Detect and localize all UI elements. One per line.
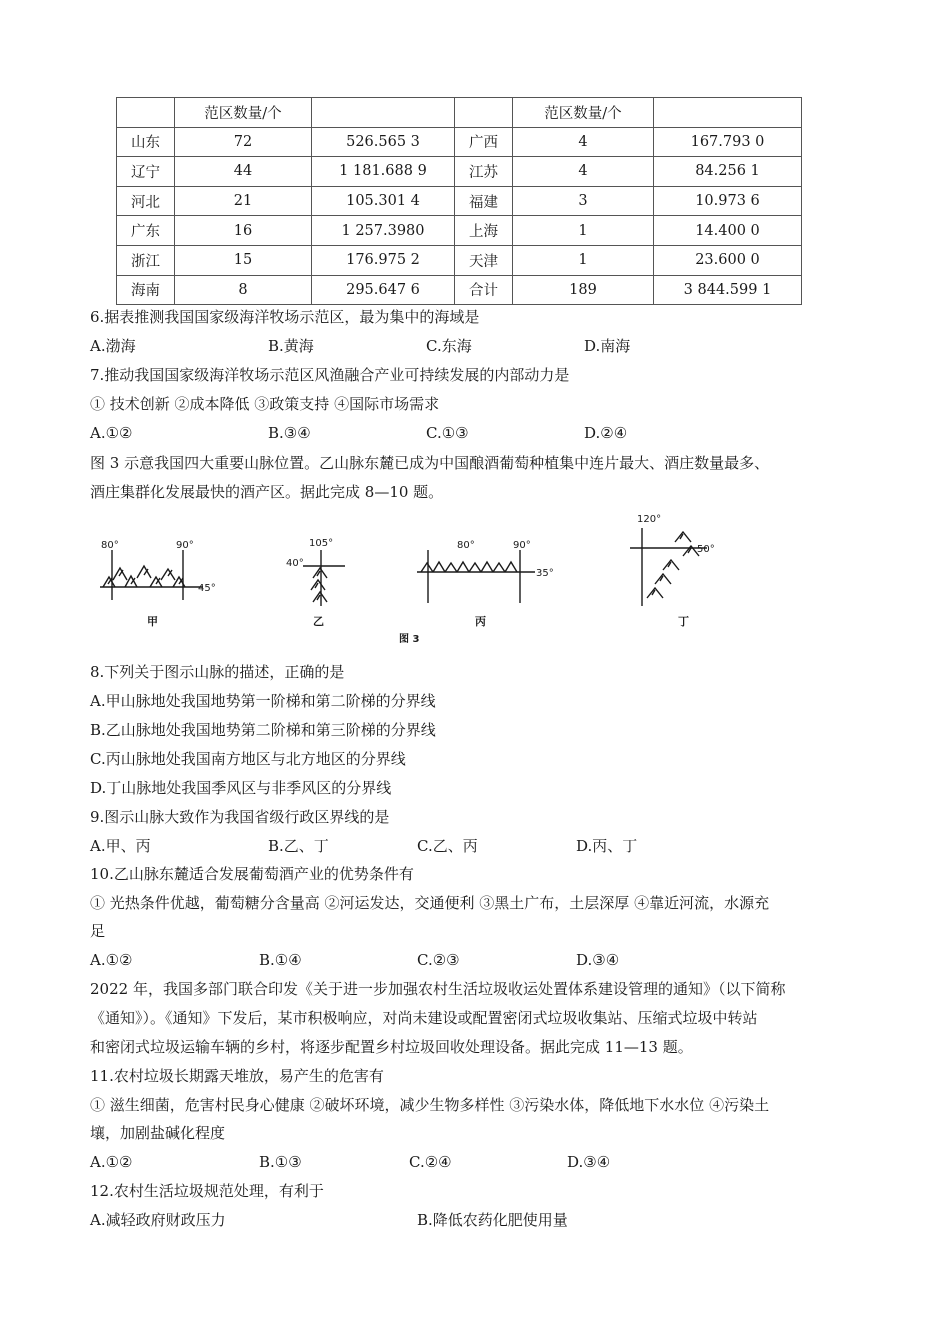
table-cell: 海南 — [117, 275, 175, 305]
table-cell: 1 — [513, 245, 654, 275]
table-cell: 福建 — [455, 186, 513, 216]
label-ding-lon: 120° — [637, 514, 662, 525]
question-11-items-line-2: 壤，加剧盐碱化程度 — [90, 1124, 226, 1142]
question-7-items: ① 技术创新 ②成本降低 ③政策支持 ④国际市场需求 — [90, 395, 440, 413]
label-panel-ding: 丁 — [678, 615, 689, 628]
table-cell: 15 — [175, 245, 312, 275]
question-12-option-a[interactable]: A.减轻政府财政压力 — [90, 1211, 226, 1229]
table-cell: 广西 — [455, 127, 513, 157]
table-header-cell: 范区数量/个 — [175, 98, 312, 128]
question-9-option-b[interactable]: B.乙、丁 — [268, 837, 329, 855]
table-cell: 1 181.688 9 — [312, 157, 455, 187]
table-cell: 辽宁 — [117, 157, 175, 187]
table-header-cell — [654, 98, 802, 128]
question-9-stem: 9.图示山脉大致作为我国省级行政区界线的是 — [90, 808, 390, 826]
question-9-option-c[interactable]: C.乙、丙 — [417, 837, 478, 855]
question-11-option-a[interactable]: A.①② — [90, 1153, 133, 1171]
table-cell: 167.793 0 — [654, 127, 802, 157]
question-8-option-b[interactable]: B.乙山脉地处我国地势第二阶梯和第三阶梯的分界线 — [90, 721, 436, 739]
panel-jia-lines — [100, 550, 203, 600]
table-row — [117, 245, 802, 275]
table-header-cell: 范区数量/个 — [513, 98, 654, 128]
label-panel-jia: 甲 — [147, 615, 158, 628]
table-header-cell — [312, 98, 455, 128]
label-jia-lon-left: 80° — [101, 540, 119, 551]
table-cell: 3 — [513, 186, 654, 216]
question-7-stem: 7.推动我国国家级海洋牧场示范区风渔融合产业可持续发展的内部动力是 — [90, 366, 570, 384]
question-11-stem: 11.农村垃圾长期露天堆放，易产生的危害有 — [90, 1067, 384, 1085]
table-cell: 4 — [513, 127, 654, 157]
question-10-items-line-1: ① 光热条件优越，葡萄糖分含量高 ②河运发达，交通便利 ③黑土广布，土层深厚 ④靠近河流，水源充 — [90, 894, 770, 912]
question-10-items-line-2: 足 — [90, 922, 106, 940]
panel-ding-lines — [630, 528, 707, 606]
table-cell: 1 — [513, 216, 654, 246]
table-cell: 天津 — [455, 245, 513, 275]
table-cell: 23.600 0 — [654, 245, 802, 275]
table-cell: 上海 — [455, 216, 513, 246]
table-cell: 526.565 3 — [312, 127, 455, 157]
table-cell: 16 — [175, 216, 312, 246]
question-10-option-c[interactable]: C.②③ — [417, 951, 460, 969]
question-7-option-b[interactable]: B.③④ — [268, 424, 311, 442]
table-cell: 江苏 — [455, 157, 513, 187]
question-11-items-line-1: ① 滋生细菌，危害村民身心健康 ②破坏环境，减少生物多样性 ③污染水体，降低地下水水位 ④污染土 — [90, 1096, 770, 1114]
table-cell: 浙江 — [117, 245, 175, 275]
label-ding-lat: 50° — [697, 544, 715, 555]
question-6-stem: 6.据表推测我国国家级海洋牧场示范区，最为集中的海域是 — [90, 308, 480, 326]
question-11-option-d[interactable]: D.③④ — [567, 1153, 611, 1171]
table-cell: 10.973 6 — [654, 186, 802, 216]
question-8-option-d[interactable]: D.丁山脉地处我国季风区与非季风区的分界线 — [90, 779, 392, 797]
table-cell: 河北 — [117, 186, 175, 216]
question-8-option-c[interactable]: C.丙山脉地处我国南方地区与北方地区的分界线 — [90, 750, 406, 768]
table-header-row — [117, 98, 802, 128]
label-bing-lon-left: 80° — [457, 540, 475, 551]
table-cell: 105.301 4 — [312, 186, 455, 216]
table-cell: 3 844.599 1 — [654, 275, 802, 305]
label-panel-bing: 丙 — [475, 615, 486, 628]
intro-11-13-line-2: 《通知》）。《通知》下发后，某市积极响应，对尚未建设或配置密闭式垃圾收集站、压缩式垃圾中转站 — [90, 1009, 758, 1027]
label-yi-lon: 105° — [309, 538, 334, 549]
table-row — [117, 157, 802, 187]
intro-8-10-line-2: 酒庄集群化发展最快的酒产区。据此完成 8—10 题。 — [90, 483, 444, 501]
label-yi-lat: 40° — [286, 558, 304, 569]
figure-caption: 图 3 — [399, 634, 420, 645]
table-cell: 189 — [513, 275, 654, 305]
question-8-option-a[interactable]: A.甲山脉地处我国地势第一阶梯和第二阶梯的分界线 — [90, 692, 436, 710]
question-10-option-a[interactable]: A.①② — [90, 951, 133, 969]
table-header-cell — [455, 98, 513, 128]
panel-bing-lines — [417, 550, 535, 603]
table-cell: 合计 — [455, 275, 513, 305]
table-row — [117, 275, 802, 305]
label-jia-lat: 45° — [198, 583, 216, 594]
table-row — [117, 186, 802, 216]
figure-3-svg — [95, 508, 815, 658]
question-10-option-b[interactable]: B.①④ — [259, 951, 302, 969]
intro-11-13-line-1: 2022 年，我国多部门联合印发《关于进一步加强农村生活垃圾收运处置体系建设管理的通知》（以下简称 — [90, 980, 786, 998]
table-cell: 176.975 2 — [312, 245, 455, 275]
table-cell: 72 — [175, 127, 312, 157]
figure-3 — [95, 508, 815, 658]
table-cell: 21 — [175, 186, 312, 216]
question-6-option-b[interactable]: B.黄海 — [268, 337, 314, 355]
table-cell: 4 — [513, 157, 654, 187]
question-9-option-d[interactable]: D.丙、丁 — [576, 837, 638, 855]
label-jia-lon-right: 90° — [176, 540, 194, 551]
question-9-option-a[interactable]: A.甲、丙 — [90, 837, 151, 855]
question-7-option-c[interactable]: C.①③ — [426, 424, 469, 442]
question-6-option-a[interactable]: A.渤海 — [90, 337, 136, 355]
label-bing-lon-right: 90° — [513, 540, 531, 551]
intro-11-13-line-3: 和密闭式垃圾运输车辆的乡村，将逐步配置乡村垃圾回收处理设备。据此完成 11—13 题。 — [90, 1038, 693, 1056]
table-cell: 84.256 1 — [654, 157, 802, 187]
label-bing-lat: 35° — [536, 568, 554, 579]
table-header-cell — [117, 98, 175, 128]
panel-yi-lines — [303, 550, 345, 606]
table-row — [117, 216, 802, 246]
question-7-option-a[interactable]: A.①② — [90, 424, 133, 442]
table-cell: 14.400 0 — [654, 216, 802, 246]
table-cell: 8 — [175, 275, 312, 305]
question-11-option-b[interactable]: B.①③ — [259, 1153, 302, 1171]
table-cell: 广东 — [117, 216, 175, 246]
table-cell: 44 — [175, 157, 312, 187]
label-panel-yi: 乙 — [313, 615, 324, 628]
question-11-option-c[interactable]: C.②④ — [409, 1153, 452, 1171]
question-10-option-d[interactable]: D.③④ — [576, 951, 620, 969]
table-cell: 295.647 6 — [312, 275, 455, 305]
question-6-option-c[interactable]: C.东海 — [426, 337, 472, 355]
table-cell: 1 257.3980 — [312, 216, 455, 246]
question-8-stem: 8.下列关于图示山脉的描述，正确的是 — [90, 663, 345, 681]
intro-8-10-line-1: 图 3 示意我国四大重要山脉位置。乙山脉东麓已成为中国酿酒葡萄种植集中连片最大、酒庄数量最多、 — [90, 454, 770, 472]
question-6-option-d[interactable]: D.南海 — [584, 337, 631, 355]
question-12-stem: 12.农村生活垃圾规范处理，有利于 — [90, 1182, 324, 1200]
table-row — [117, 127, 802, 157]
question-12-option-b[interactable]: B.降低农药化肥使用量 — [417, 1211, 568, 1229]
question-7-option-d[interactable]: D.②④ — [584, 424, 628, 442]
question-10-stem: 10.乙山脉东麓适合发展葡萄酒产业的优势条件有 — [90, 865, 414, 883]
table-cell: 山东 — [117, 127, 175, 157]
demonstration-zone-table — [116, 97, 802, 305]
